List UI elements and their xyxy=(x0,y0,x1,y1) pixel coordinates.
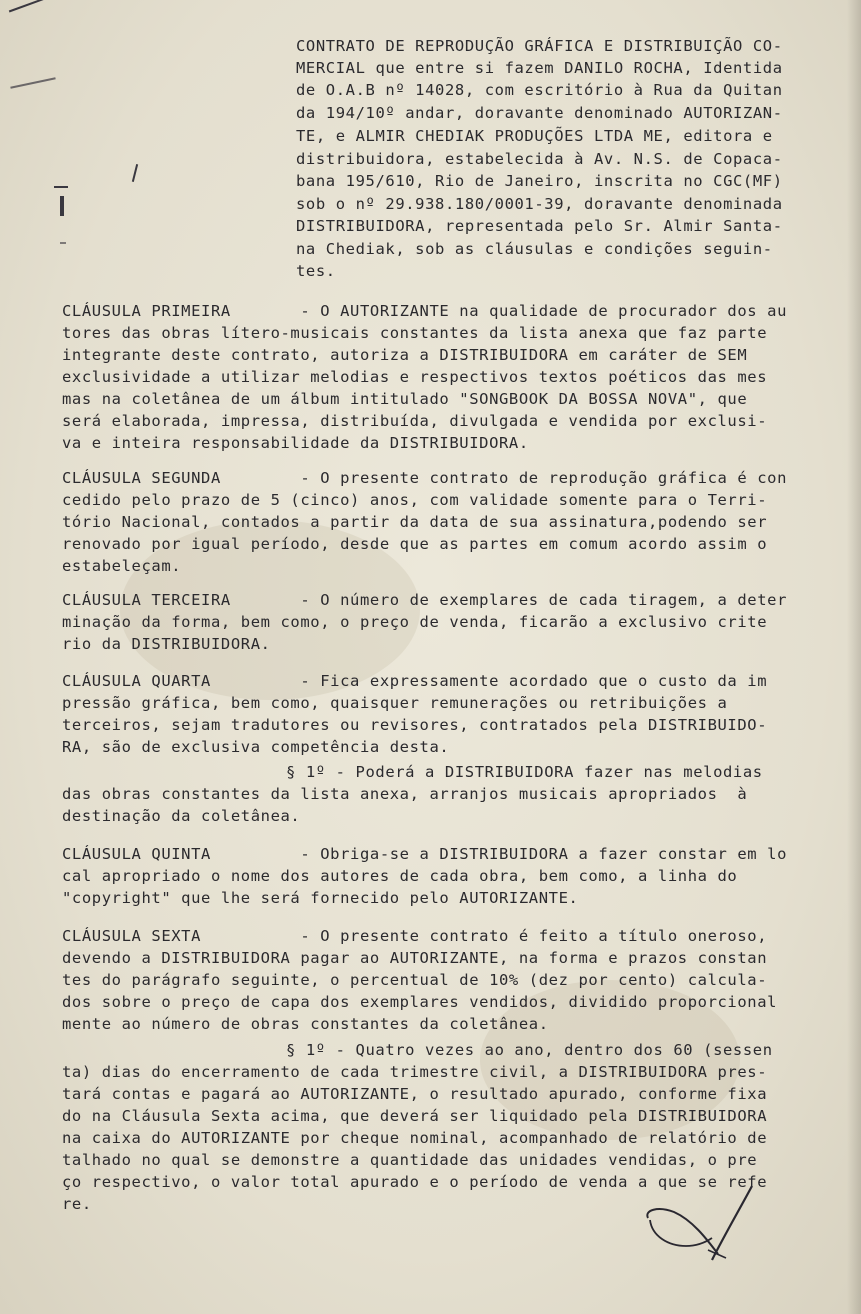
paragraph-line: § 1º - Quatro vezes ao ano, dentro dos 60 (sessen xyxy=(286,1041,773,1059)
intro-line: distribuidora, estabelecida à Av. N.S. de Copaca- xyxy=(296,150,783,168)
clause-line: renovado por igual período, desde que as partes em comum acordo assim o xyxy=(62,535,768,553)
page-edge-shadow xyxy=(847,0,861,1314)
clause-line: RA, são de exclusiva competência desta. xyxy=(62,738,450,756)
clause-line: cal apropriado o nome dos autores de cada obra, bem como, a linha do xyxy=(62,867,738,885)
intro-line: sob o nº 29.938.180/0001-39, doravante denominada xyxy=(296,195,783,213)
margin-mark xyxy=(60,242,66,244)
clause-2-heading-line: CLÁUSULA SEGUNDA - O presente contrato de reprodução gráfica é con xyxy=(62,469,788,487)
clause-line: mente ao número de obras constantes da coletânea. xyxy=(62,1015,549,1033)
clause-3-heading-line: CLÁUSULA TERCEIRA - O número de exemplares de cada tiragem, a deter xyxy=(62,591,788,609)
clause-line: será elaborada, impressa, distribuída, divulgada e vendida por exclusi- xyxy=(62,412,768,430)
clause-4-heading-line: CLÁUSULA QUARTA - Fica expressamente acordado que o custo da im xyxy=(62,672,768,690)
intro-line: DISTRIBUIDORA, representada pelo Sr. Almir Santa- xyxy=(296,217,783,235)
clause-line: rio da DISTRIBUIDORA. xyxy=(62,635,271,653)
clause-1-heading-line: CLÁUSULA PRIMEIRA - O AUTORIZANTE na qualidade de procurador dos au xyxy=(62,302,788,320)
clause-line: cedido pelo prazo de 5 (cinco) anos, com validade somente para o Terri- xyxy=(62,491,768,509)
intro-line: TE, e ALMIR CHEDIAK PRODUÇÕES LTDA ME, editora e xyxy=(296,127,773,145)
intro-line: bana 195/610, Rio de Janeiro, inscrita no CGC(MF) xyxy=(296,172,783,190)
clause-line: re. xyxy=(62,1195,92,1213)
clause-line: integrante deste contrato, autoriza a DISTRIBUIDORA em caráter de SEM xyxy=(62,346,748,364)
margin-mark xyxy=(132,164,138,182)
intro-line: de O.A.B nº 14028, com escritório à Rua da Quitan xyxy=(296,81,783,99)
clause-line: "copyright" que lhe será fornecido pelo AUTORIZANTE. xyxy=(62,889,579,907)
clause-line: devendo a DISTRIBUIDORA pagar ao AUTORIZANTE, na forma e prazos constan xyxy=(62,949,768,967)
clause-line: dos sobre o preço de capa dos exemplares vendidos, dividido proporcional xyxy=(62,993,778,1011)
clause-line: das obras constantes da lista anexa, arranjos musicais apropriados à xyxy=(62,785,748,803)
clause-line: pressão gráfica, bem como, quaisquer remunerações ou retribuições a xyxy=(62,694,728,712)
clause-line: estabeleçam. xyxy=(62,557,182,575)
intro-line: na Chediak, sob as cláusulas e condições seguin- xyxy=(296,240,773,258)
margin-mark xyxy=(9,0,45,12)
clause-6-heading-line: CLÁUSULA SEXTA - O presente contrato é feito a título oneroso, xyxy=(62,927,768,945)
clause-line: destinação da coletânea. xyxy=(62,807,301,825)
clause-line: minação da forma, bem como, o preço de venda, ficarão a exclusivo crite xyxy=(62,613,768,631)
clause-line: tores das obras lítero-musicais constantes da lista anexa que faz parte xyxy=(62,324,768,342)
handwritten-signature xyxy=(640,1180,780,1270)
paragraph-line: § 1º - Poderá a DISTRIBUIDORA fazer nas melodias xyxy=(286,763,763,781)
intro-line: CONTRATO DE REPRODUÇÃO GRÁFICA E DISTRIBUIÇÃO CO- xyxy=(296,37,783,55)
intro-line: MERCIAL que entre si fazem DANILO ROCHA, Identida xyxy=(296,59,783,77)
clause-line: tará contas e pagará ao AUTORIZANTE, o resultado apurado, conforme fixa xyxy=(62,1085,768,1103)
clause-line: na caixa do AUTORIZANTE por cheque nominal, acompanhado de relatório de xyxy=(62,1129,768,1147)
clause-line: va e inteira responsabilidade da DISTRIBUIDORA. xyxy=(62,434,529,452)
clause-5-heading-line: CLÁUSULA QUINTA - Obriga-se a DISTRIBUIDORA a fazer constar em lo xyxy=(62,845,788,863)
margin-mark xyxy=(60,196,64,216)
clause-line: mas na coletânea de um álbum intitulado "SONGBOOK DA BOSSA NOVA", que xyxy=(62,390,748,408)
margin-mark xyxy=(54,186,68,188)
clause-line: ço respectivo, o valor total apurado e o período de venda a que se refe xyxy=(62,1173,768,1191)
clause-line: tório Nacional, contados a partir da data de sua assinatura,podendo ser xyxy=(62,513,768,531)
clause-line: ta) dias do encerramento de cada trimestre civil, a DISTRIBUIDORA pres- xyxy=(62,1063,768,1081)
margin-mark xyxy=(10,77,55,89)
clause-line: exclusividade a utilizar melodias e respectivos textos poéticos das mes xyxy=(62,368,768,386)
clause-line: talhado no qual se demonstre a quantidade das unidades vendidas, o pre xyxy=(62,1151,758,1169)
intro-line: tes. xyxy=(296,262,336,280)
clause-line: terceiros, sejam tradutores ou revisores, contratados pela DISTRIBUIDO- xyxy=(62,716,768,734)
clause-line: tes do parágrafo seguinte, o percentual de 10% (dez por cento) calcula- xyxy=(62,971,768,989)
intro-line: da 194/10º andar, doravante denominado AUTORIZAN- xyxy=(296,104,783,122)
clause-line: do na Cláusula Sexta acima, que deverá ser liquidado pela DISTRIBUIDORA xyxy=(62,1107,768,1125)
